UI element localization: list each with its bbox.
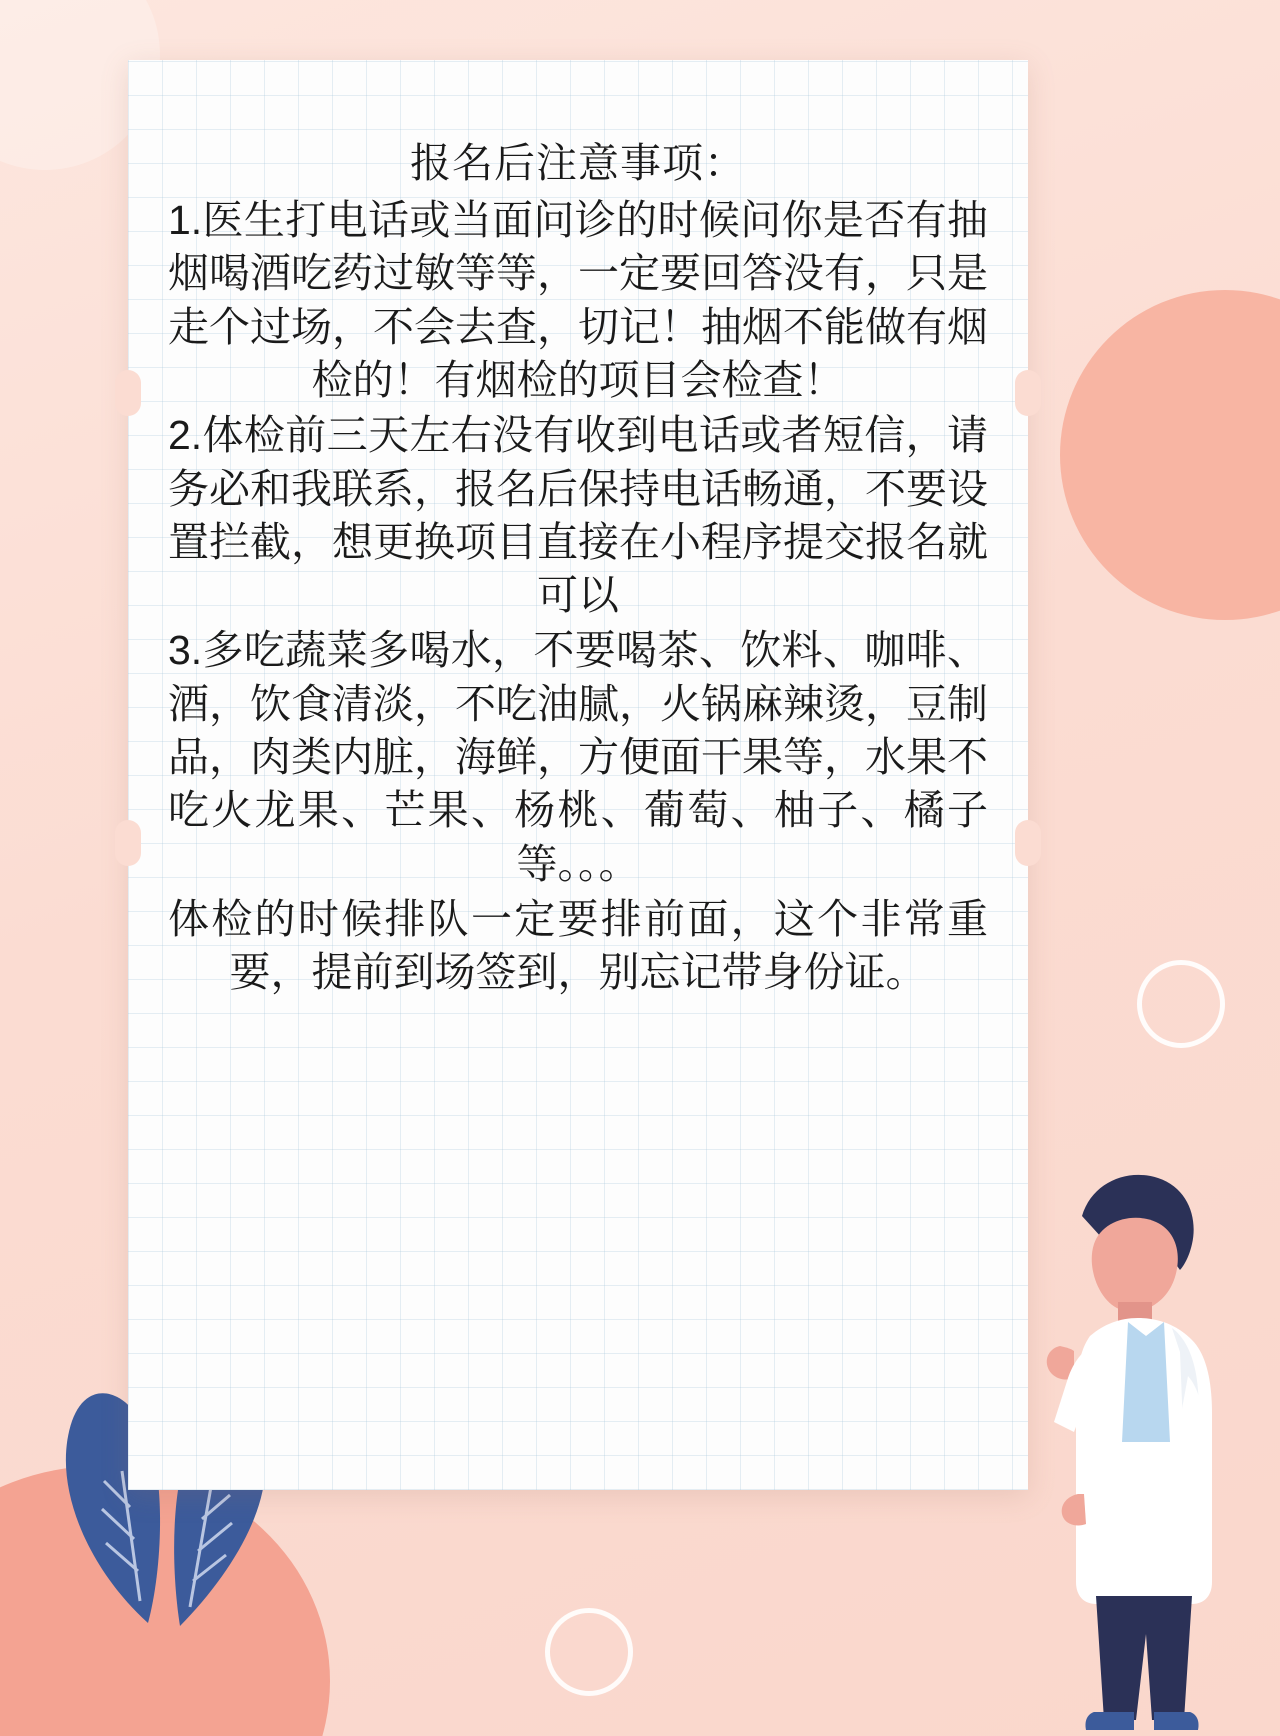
ring-outline-right-icon <box>1137 960 1225 1048</box>
blob-top-right-shape <box>1060 290 1280 620</box>
page-title: 报名后注意事项： <box>410 140 746 186</box>
doctor-pointing-up-illustration <box>982 1096 1242 1736</box>
paper-notch <box>1015 370 1041 416</box>
notice-paragraph-1: 1.医生打电话或当面问诊的时候问你是否有抽烟喝酒吃药过敏等等，一定要回答没有，只是走个过场，不会去查，切记！抽烟不能做有烟检的！有烟检的项目会检查！ <box>168 197 988 403</box>
note-content <box>168 138 988 1450</box>
notice-paragraph-3: 3.多吃蔬菜多喝水，不要喝茶、饮料、咖啡、酒，饮食清淡，不吃油腻，火锅麻辣烫，豆制品，肉类内脏，海鲜，方便面干果等，水果不吃火龙果、芒果、杨桃、葡萄、柚子、橘子等。。。 <box>168 627 988 887</box>
paper-notch <box>115 370 141 416</box>
paper-notch <box>115 820 141 866</box>
note-paper-card <box>128 60 1028 1490</box>
notice-paragraph-4: 体检的时候排队一定要排前面，这个非常重要，提前到场签到，别忘记带身份证。 <box>168 895 988 996</box>
ring-outline-bottom-icon <box>545 1608 633 1696</box>
notice-paragraph-2: 2.体检前三天左右没有收到电话或者短信，请务必和我联系，报名后保持电话畅通，不要设置拦截，想更换项目直接在小程序提交报名就可以 <box>168 412 988 619</box>
paper-notch <box>1015 820 1041 866</box>
blob-bottom-left-shape <box>0 1466 330 1736</box>
